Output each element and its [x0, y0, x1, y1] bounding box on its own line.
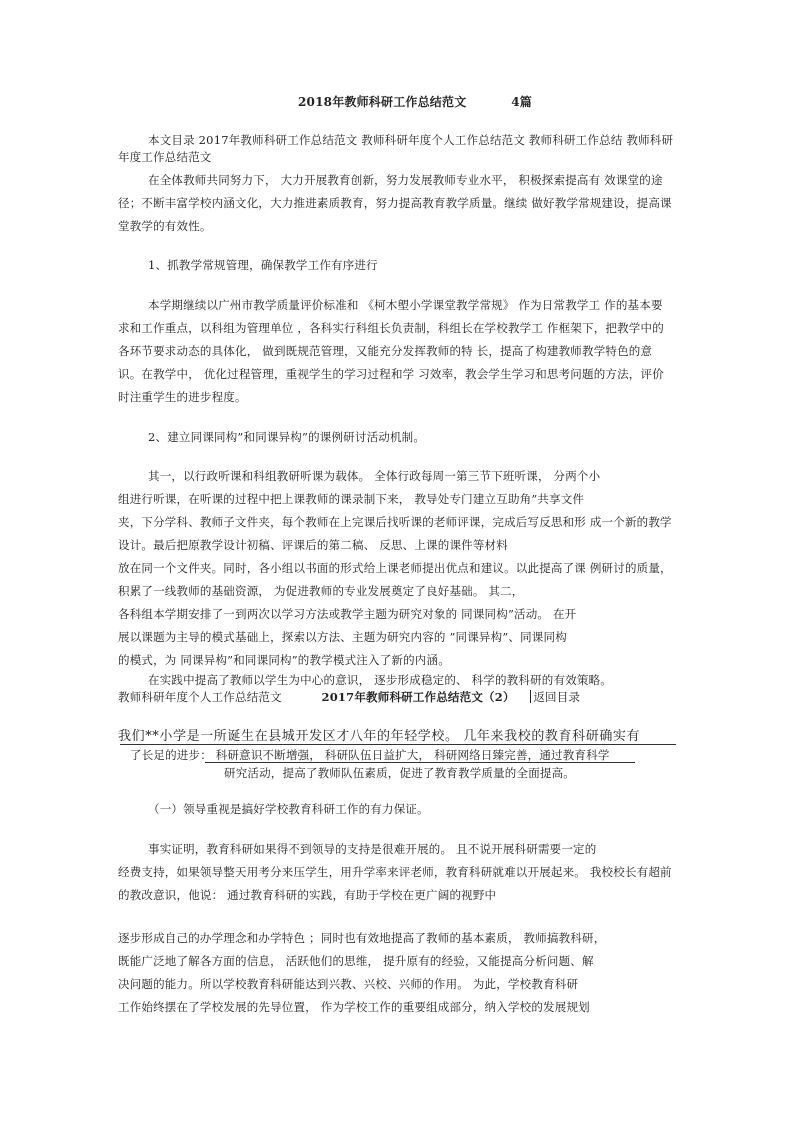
paragraph-line: 积累了一线教师的基础资源， 为促进教师的专业发展奠定了良好基础。 其二，	[118, 584, 524, 598]
toc-line: 年度工作总结范文	[118, 150, 212, 164]
paragraph-line: 研究活动，提高了教师队伍素质，促进了教育教学质量的全面提高。	[224, 766, 575, 780]
paragraph-line: 求和工作重点，以科组为管理单位 ，各科实行科组长负责制，科组长在学校教学工 作框架下，把教学中的	[118, 321, 664, 335]
paragraph-line: 的教改意识，他说： 通过教育科研的实践，有助于学校在更广阔的视野中	[118, 888, 497, 902]
paragraph-line: 本学期继续以广州市教学质量评价标准和 《柯木塱小学课堂教学常规》 作为日常教学工 作的基本要	[148, 298, 663, 312]
separator-bar	[530, 690, 531, 703]
paragraph-line: 堂教学的有效性。	[118, 219, 212, 233]
nav-link-personal-summary[interactable]: 教师科研年度个人工作总结范文	[118, 690, 282, 704]
paragraph-line: 时注重学生的进步程度。	[118, 390, 247, 404]
section-heading: 1、抓教学常规管理，确保教学工作有序进行	[148, 258, 378, 272]
paragraph-line: 经费支持，如果领导整天用考分来压学生，用升学率来评老师，教育科研就难以开展起来。 我校校长有超前	[118, 865, 672, 879]
underline-rule	[120, 744, 676, 745]
section-heading: 2、建立同课同构”和同课异构”的课例研讨活动机制。	[148, 430, 426, 444]
paragraph-line: 夹，下分学科、教师子文件夹，每个教师在上完课后找听课的老师评课，完成后写反思和形 成一个新的教学	[118, 515, 672, 529]
paragraph-line: 其一，以行政听课和科组教研听课为载体。 全体行政每周一第三节下班听课， 分两个小	[148, 469, 601, 483]
doc-title	[298, 95, 532, 109]
paragraph-line: 设计。最后把原教学设计初稿、评课后的第二稿、 反思、上课的课件等材料	[118, 538, 508, 552]
paragraph-line: 径；不断丰富学校内涵文化，大力推进素质教育，努力提高教育教学质量。继续 做好教学常规建设，提高课	[118, 196, 672, 210]
paragraph-line: 展以课题为主导的模式基础上，探索以方法、主题为研究内容的 ”同课异构”、同课同构	[118, 630, 567, 644]
paragraph-line: 既能广泛地了解各方面的信息， 活跃他们的思维， 提升原有的经验，又能提高分析问题、解	[118, 954, 594, 968]
toc-line: 本文目录 2017年教师科研工作总结范文 教师科研年度个人工作总结范文 教师科研工作总结 教师科研	[148, 133, 674, 147]
back-to-toc-link[interactable]: 返回目录	[533, 690, 581, 704]
paragraph-line: 我们**小学是一所诞生在县城开发区才八年的年轻学校。 几年来我校的教育科研确实有	[118, 729, 641, 744]
paragraph-line: 各科组本学期安排了一到两次以学习方法或教学主题为研究对象的 同课同构”活动。 在开	[118, 607, 577, 621]
doc-title-main: 2018年教师科研工作总结范文	[298, 95, 467, 109]
doc-title-count: 4篇	[511, 95, 532, 109]
toc-navigation	[118, 690, 580, 704]
underline-rule	[205, 762, 635, 763]
paragraph-line: 事实证明，教育科研如果得不到领导的支持是很难开展的。 且不说开展科研需要一定的	[148, 842, 597, 856]
paragraph-line: 识。在教学中， 优化过程管理，重视学生的学习过程和学 习效率，教会学生学习和思考问题的方法，评价	[118, 367, 664, 381]
paragraph-line: 放在同一个文件夹。同时，各小组以书面的形式给上课老师提出优点和建议。以此提高了课 例研讨的质量，	[118, 561, 672, 575]
paragraph-line: 组进行听课，在听课的过程中把上课教师的课录制下来， 教导处专门建立互助角”共享文件	[118, 492, 585, 506]
section-heading: （一）领导重视是搞好学校教育科研工作的有力保证。	[148, 802, 429, 816]
paragraph-line: 工作始终摆在了学校发展的先导位置， 作为学校工作的重要组成部分，纳入学校的发展规划	[118, 1000, 590, 1014]
paragraph-line: 在全体教师共同努力下， 大力开展教育创新，努力发展教师专业水平， 积极探索提高有 效课堂的途	[148, 173, 663, 187]
paragraph-line: 了长足的进步： 科研意识不断增强， 科研队伍日益扩大， 科研网络日臻完善，通过教育科学	[130, 748, 610, 762]
paragraph-line: 决问题的能力。所以学校教育科研能达到兴教、兴校、兴师的作用。 为此，学校教育科研	[118, 977, 579, 991]
paragraph-line: 逐步形成自己的办学理念和办学特色 ；同时也有效地提高了教师的基本素质， 教师搞教科研，	[118, 931, 606, 945]
paragraph-line: 的模式，为 同课异构”和同课同构”的教学模式注入了新的内涵。	[118, 653, 450, 667]
nav-link-2017-summary[interactable]: 2017年教师科研工作总结范文（2）	[321, 690, 515, 704]
paragraph-line: 在实践中提高了教师以学生为中心的意识， 逐步形成稳定的、 科学的教科研的有效策略。	[148, 673, 613, 687]
paragraph-line: 各环节要求动态的具体化， 做到既规范管理，又能充分发挥教师的特 长，提高了构建教师教学特色的意	[118, 344, 653, 358]
